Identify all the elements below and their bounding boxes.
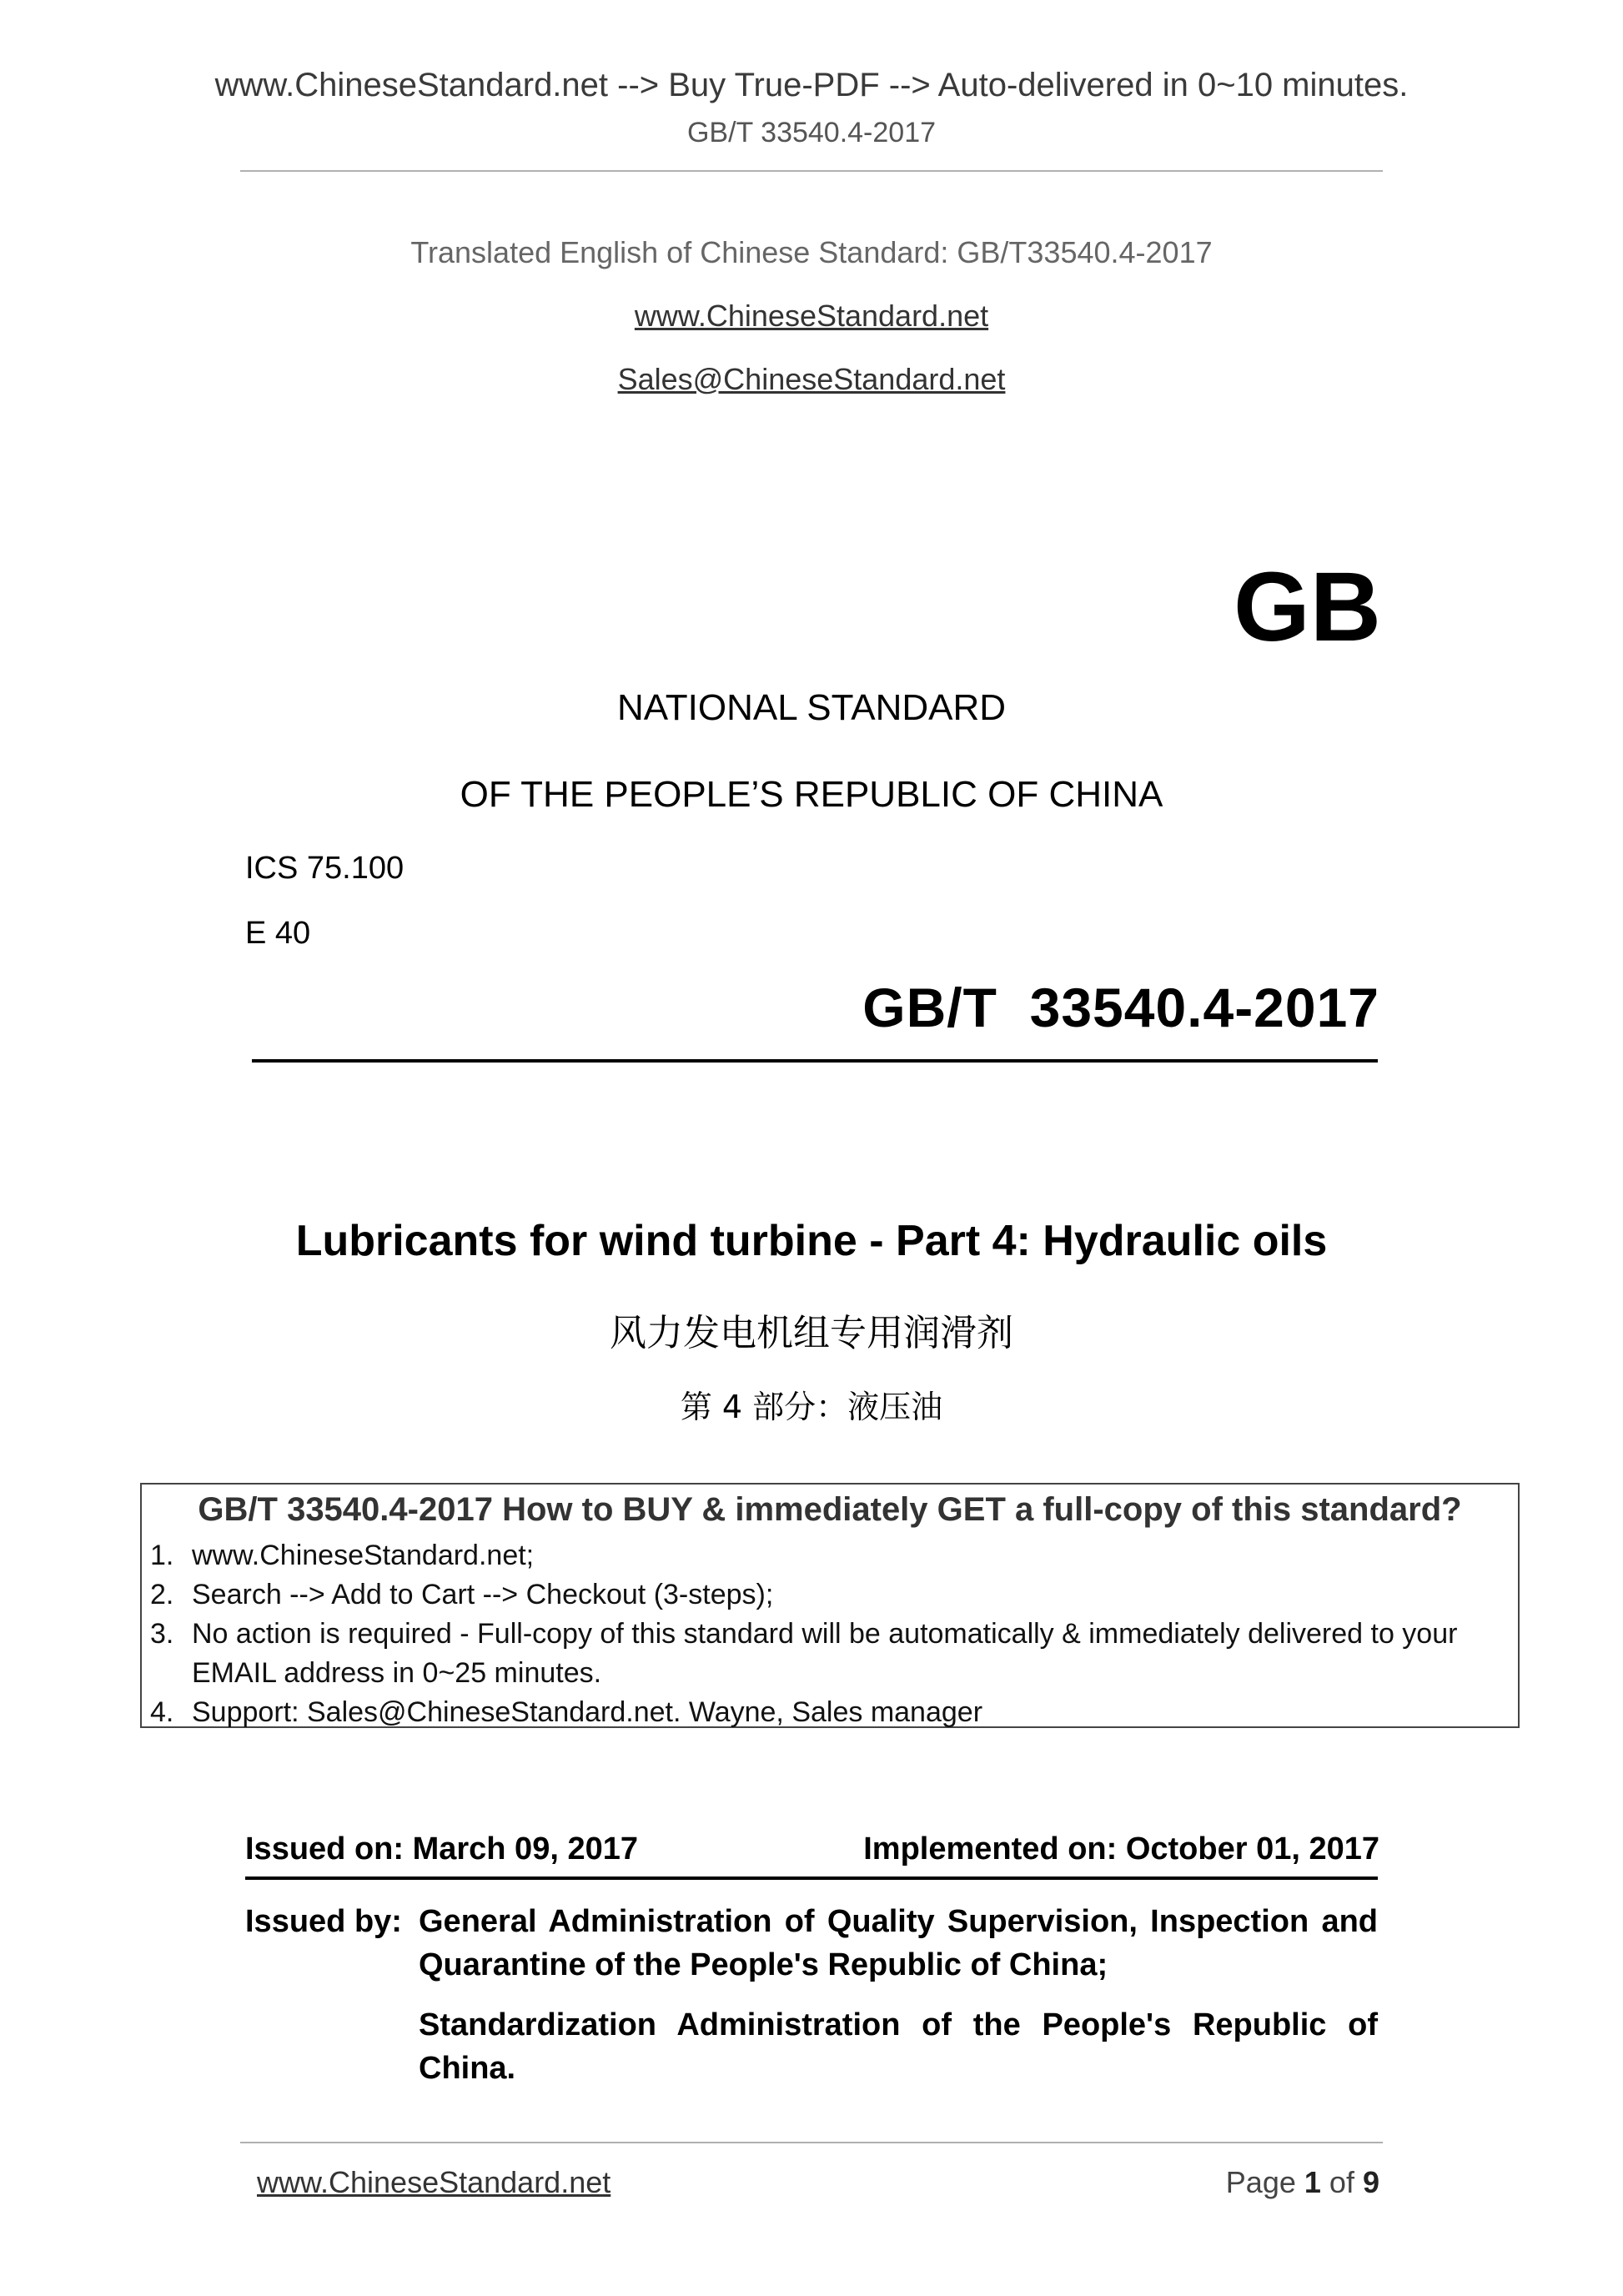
step-text: Search --> Add to Cart --> Checkout (3-steps);: [192, 1579, 774, 1610]
website-link-container: [0, 299, 1623, 334]
header-promo-line: www.ChineseStandard.net --> Buy True-PDF --> Auto-delivered in 0~10 minutes.: [214, 67, 1409, 103]
ics-code: ICS 75.100: [245, 851, 404, 886]
step-number: 2.: [150, 1579, 174, 1610]
issued-by-block: [245, 1900, 1378, 2090]
title-english: Lubricants for wind turbine - Part 4: Hydraulic oils: [295, 1217, 1328, 1265]
page-total: 9: [1362, 2165, 1379, 2199]
step-number: 1.: [150, 1540, 174, 1571]
subtitle-chinese: 第 4 部分：液压油: [680, 1389, 943, 1425]
standard-number: GB/T 33540.4-2017: [862, 977, 1379, 1038]
classification-code: E 40: [245, 916, 311, 951]
buy-steps-list: [142, 1536, 1510, 1732]
step-text: www.ChineseStandard.net;: [192, 1540, 535, 1571]
buy-instructions-box: [140, 1483, 1520, 1728]
national-standard-line2: OF THE PEOPLE’S REPUBLIC OF CHINA: [460, 774, 1163, 815]
dates-rule: [245, 1876, 1378, 1880]
national-standard-line1: NATIONAL STANDARD: [616, 687, 1007, 728]
issuer-org-2: Standardization Administration of the People's Republic of China.: [419, 2007, 1378, 2086]
standard-number-rule: [252, 1059, 1378, 1063]
step-number: 4.: [150, 1696, 174, 1728]
step-text: No action is required - Full-copy of this standard will be automatically & immediately delivered to your EMAIL address in 0~25 minutes.: [192, 1618, 1458, 1689]
implemented-date: Implemented on: October 01, 2017: [863, 1831, 1379, 1866]
buy-box-title: GB/T 33540.4-2017 How to BUY & immediately GET a full-copy of this standard?: [198, 1491, 1462, 1528]
title-chinese: 风力发电机组专用润滑剂: [610, 1312, 1013, 1354]
buy-step: [150, 1615, 1510, 1693]
issued-by-label: Issued by:: [245, 1904, 402, 1939]
page-indicator: [1226, 2165, 1379, 2200]
gb-mark: GB: [1234, 552, 1381, 662]
page-current: 1: [1304, 2165, 1321, 2199]
step-number: 3.: [150, 1618, 174, 1650]
translated-notice: Translated English of Chinese Standard: GB/T33540.4-2017: [410, 235, 1213, 269]
website-link[interactable]: www.ChineseStandard.net: [634, 299, 989, 333]
footer-website-link[interactable]: www.ChineseStandard.net: [257, 2165, 611, 2199]
header-divider: [240, 170, 1383, 172]
issuer-org-1: General Administration of Quality Supervision, Inspection and Quarantine of the People's Republic of China;: [419, 1904, 1378, 1982]
issued-date: Issued on: March 09, 2017: [245, 1831, 638, 1866]
footer-divider: [240, 2142, 1383, 2143]
header-doc-code: GB/T 33540.4-2017: [686, 117, 937, 148]
email-link-container: [0, 362, 1623, 397]
buy-step: [150, 1575, 1510, 1615]
email-link[interactable]: Sales@ChineseStandard.net: [617, 362, 1006, 396]
buy-step: [150, 1536, 1510, 1575]
step-text: Support: Sales@ChineseStandard.net. Wayne, Sales manager: [192, 1696, 983, 1728]
page-of: of: [1329, 2165, 1354, 2199]
buy-step: [150, 1693, 1510, 1732]
page-word: Page: [1225, 2165, 1296, 2199]
